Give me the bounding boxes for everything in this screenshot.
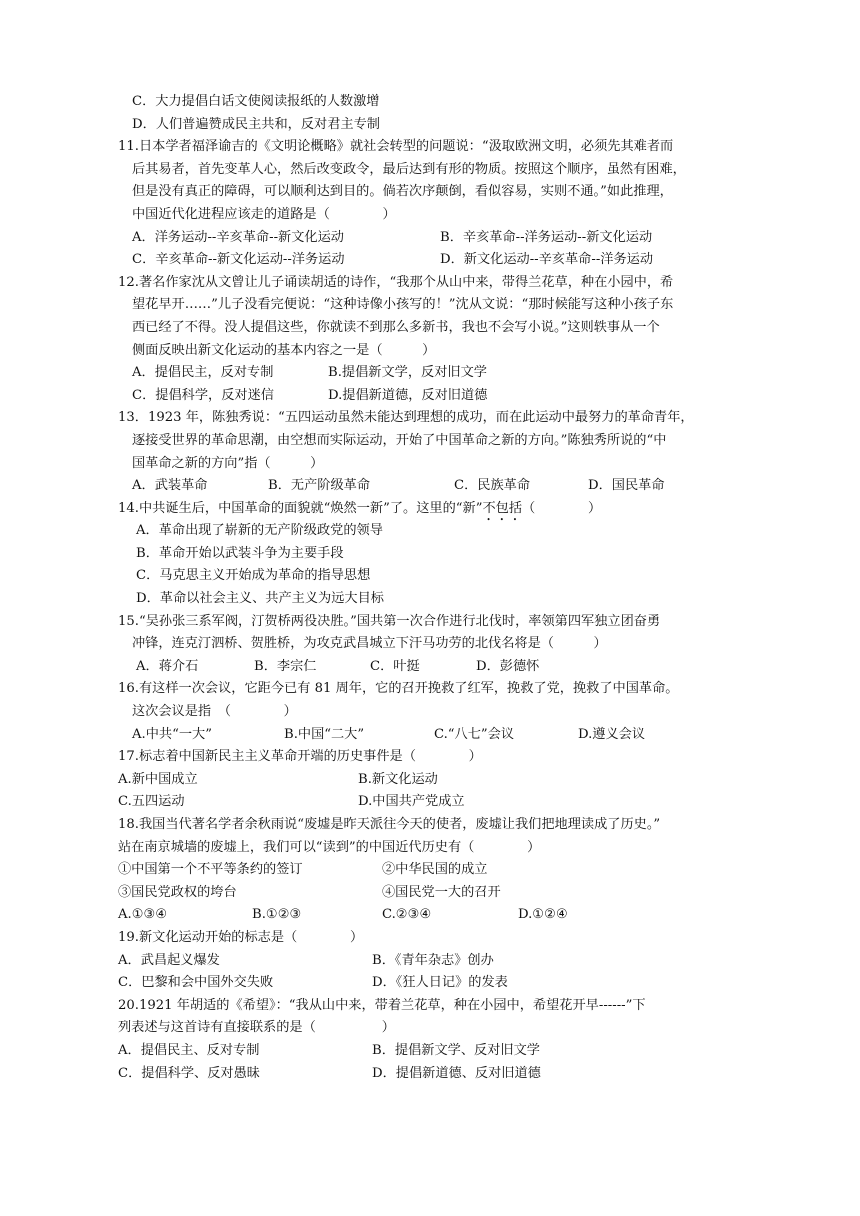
q14-stem: [118, 498, 758, 521]
q20-options-row: [118, 1040, 758, 1063]
question-14: [118, 498, 758, 611]
q13-stem-line: 逐接受世界的革命思潮，由空想而实际运动，开始了中国革命之新的方向。”陈独秀所说的“中: [132, 432, 667, 448]
q18-item-1: ①中国第一个不平等条约的签订: [118, 862, 303, 878]
q18-item-2: ②中华民国的成立: [382, 862, 488, 878]
q18-items-row: [118, 859, 758, 882]
question-20: [118, 995, 758, 1085]
q20-options-row: [118, 1063, 758, 1086]
q16-stem-line: 16.有这样一次会议，它距今已有 81 周年，它的召开挽救了红军，挽救了党，挽救了中国革命。: [118, 681, 679, 697]
q17-options-row: [118, 769, 758, 792]
q18-stem-line: 18.我国当代著名学者余秋雨说“废墟是昨天派往今天的使者，废墟让我们把地理读成了历史。”: [118, 817, 661, 832]
q14-option-b: B．革命开始以武装斗争为主要手段: [136, 545, 344, 561]
q17-option-c: C.五四运动: [118, 794, 185, 810]
q19-option-b: B．《青年杂志》创办: [372, 952, 494, 968]
q11-option-a: A．洋务运动--辛亥革命--新文化运动: [132, 229, 344, 245]
q13-stem-line: 13．1923 年，陈独秀说：“五四运动虽然未能达到理想的成功，而在此运动中最努力的革命青年，: [118, 410, 694, 426]
q12-stem-line: 侧面反映出新文化运动的基本内容之一是（ ）: [132, 342, 436, 358]
q16-option-d: D.遵义会议: [578, 726, 646, 742]
q15-option-a: A．蒋介石: [136, 658, 199, 674]
q12-option-a: A．提倡民主，反对专制: [132, 365, 274, 381]
q13-option-a: A．武装革命: [132, 478, 208, 494]
question-11: [118, 136, 758, 272]
q16-options-row: [118, 724, 758, 747]
q11-stem-line: 中国近代化进程应该走的道路是（ ）: [132, 206, 396, 222]
question-16: [118, 678, 758, 746]
q12-options-row: [118, 362, 758, 385]
q14-option-a: A．革命出现了崭新的无产阶级政党的领导: [136, 523, 383, 539]
q13-option-c: C．民族革命: [454, 478, 531, 494]
q18-item-4: ④国民党一大的召开: [382, 884, 501, 900]
q11-stem-line: 11.日本学者福泽谕吉的《文明论概略》就社会转型的问题说：“汲取欧洲文明，必须先其难者而: [118, 139, 674, 155]
q16-option-a: A.中共“一大”: [132, 726, 212, 742]
q18-stem-line: 站在南京城墙的废墟上，我们可以“读到”的中国近代历史有（ ）: [118, 839, 541, 855]
q16-option-b: B.中国“二大”: [284, 726, 365, 742]
q17-option-d: D.中国共产党成立: [358, 794, 465, 810]
question-17: [118, 746, 758, 814]
q11-options-row: [118, 249, 758, 272]
question-12: [118, 272, 758, 408]
exam-page: [118, 91, 758, 1085]
q17-option-b: B.新文化运动: [358, 771, 438, 787]
q10-option-d: D．人们普遍赞成民主共和，反对君主专制: [132, 116, 380, 132]
q17-option-a: A.新中国成立: [118, 771, 198, 787]
q11-stem-line: 但是没有真正的障碍，可以顺利达到目的。倘若次序颠倒，看似容易，实则不通。”如此推理，: [132, 184, 673, 200]
q17-stem: 17.标志着中国新民主主义革命开端的历史事件是（ ）: [118, 749, 482, 765]
q19-option-d: D．《狂人日记》的发表: [372, 975, 508, 991]
q16-stem-line: 这次会议是指 （ ）: [132, 704, 297, 720]
q12-option-b: B.提倡新文学，反对旧文学: [328, 365, 487, 381]
question-18: [118, 814, 758, 927]
q19-options-row: [118, 950, 758, 973]
q18-item-3: ③国民党政权的垮台: [118, 884, 237, 900]
q14-option-c: C．马克思主义开始成为革命的指导思想: [136, 568, 371, 584]
q14-stem-text: 14.中共诞生后，中国革命的面貌就“焕然一新”了。这里的“新”: [118, 500, 483, 516]
q13-options-row: [118, 475, 758, 498]
q20-option-b: B．提倡新文学、反对旧文学: [372, 1042, 540, 1058]
q11-option-d: D．新文化运动--辛亥革命--洋务运动: [440, 252, 654, 268]
q15-stem-line: 冲锋，连克汀泗桥、贺胜桥，为攻克武昌城立下汗马功劳的北伐名将是（ ）: [132, 636, 607, 652]
q20-stem-line: 20.1921 年胡适的《希望》：“我从山中来，带着兰花草，种在小园中，希望花开早------”下: [118, 997, 646, 1013]
q11-stem-line: 后其易者，首先变革人心，然后改变政令，最后达到有形的物质。按照这个顺序，虽然有困难，: [132, 161, 686, 177]
q20-stem-line: 列表述与这首诗有直接联系的是（ ）: [118, 1020, 395, 1036]
q15-option-b: B．李宗仁: [254, 658, 317, 674]
q12-stem-line: 12.著名作家沈从文曾让儿子诵读胡适的诗作，“我那个从山中来，带得兰花草，种在小园中，希: [118, 274, 674, 290]
q18-option-b: B.①②③: [252, 907, 302, 923]
q13-option-d: D．国民革命: [588, 478, 665, 494]
q12-option-c: C．提倡科学，反对迷信: [132, 387, 274, 403]
q20-option-c: C．提倡科学、反对愚昧: [118, 1065, 260, 1081]
q10-option-c: C．大力提倡白话文使阅读报纸的人数激增: [132, 94, 380, 109]
question-19: [118, 927, 758, 995]
q12-stem-line: 望花早开……”儿子没看完便说：“这种诗像小孩写的！”沈从文说：“那时候能写这种小孩子东: [132, 297, 674, 313]
q14-stem-blank: （ ）: [522, 500, 602, 516]
q13-option-b: B．无产阶级革命: [268, 478, 371, 494]
q12-stem-line: 西已经了不得。没人提倡这些，你就读不到那么多新书，我也不会写小说。”这则轶事从一个: [132, 319, 660, 335]
q18-items-row: [118, 882, 758, 905]
q19-option-c: C．巴黎和会中国外交失败: [118, 975, 274, 991]
q11-option-c: C．辛亥革命--新文化运动--洋务运动: [132, 252, 345, 268]
q12-option-d: D.提倡新道德，反对旧道德: [328, 387, 488, 403]
q18-option-c: C.②③④: [382, 907, 432, 923]
q18-option-a: A.①③④: [118, 907, 168, 923]
q11-option-b: B．辛亥革命--洋务运动--新文化运动: [440, 229, 653, 245]
question-13: [118, 407, 758, 497]
q18-option-d: D.①②④: [518, 907, 568, 923]
q20-option-a: A．提倡民主、反对专制: [118, 1042, 260, 1058]
q18-options-row: [118, 904, 758, 927]
q15-options-row: [118, 656, 758, 679]
q17-options-row: [118, 791, 758, 814]
q14-stem-emphasis: 不包括: [482, 500, 523, 516]
q19-option-a: A．武昌起义爆发: [118, 952, 220, 968]
q15-option-c: C．叶挺: [370, 658, 420, 674]
q16-option-c: C.“八七”会议: [434, 726, 515, 742]
q14-option-d: D．革命以社会主义、共产主义为远大目标: [136, 591, 384, 607]
q13-stem-line: 国革命之新的方向”指（ ）: [132, 455, 324, 471]
question-15: [118, 611, 758, 679]
q15-stem-line: 15.“吴孙张三系军阀，汀贺桥两役决胜。”国共第一次合作进行北伐时，率领第四军独立团奋勇: [118, 613, 661, 629]
q11-options-row: [118, 227, 758, 250]
q20-option-d: D．提倡新道德、反对旧道德: [372, 1065, 541, 1081]
q15-option-d: D．彭德怀: [476, 658, 540, 674]
q19-options-row: [118, 972, 758, 995]
q19-stem: 19.新文化运动开始的标志是（ ）: [118, 929, 364, 945]
q12-options-row: [118, 385, 758, 408]
